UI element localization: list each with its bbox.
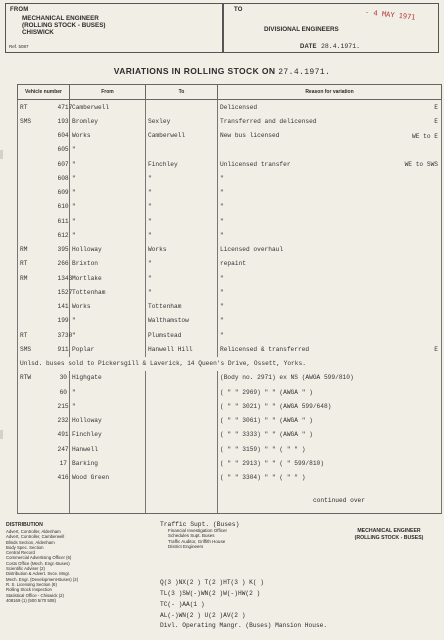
from-box	[5, 3, 223, 53]
from-location: "	[70, 157, 146, 171]
table-row	[18, 243, 442, 257]
reason-text: ( " " 3304) " " ( " " )	[220, 474, 306, 482]
reason-text: ( " " 2969) " " (AWGA " )	[220, 388, 313, 396]
from-line-1: MECHANICAL ENGINEER	[22, 15, 99, 22]
vehicle-class	[18, 499, 56, 514]
reason-text: ( " " 3333) " " (AWGA " )	[220, 431, 313, 439]
to-location	[146, 471, 218, 485]
distribution-item: Scientific Adviser (2)	[6, 566, 45, 572]
reason-cell	[218, 157, 442, 171]
table-row	[18, 257, 442, 271]
from-location: "	[70, 143, 146, 157]
from-location: "	[70, 214, 146, 228]
table-row	[18, 399, 442, 413]
table-header-row	[18, 85, 442, 100]
vehicle-number: 30	[56, 371, 70, 385]
allocation-code: E	[434, 346, 438, 354]
vehicle-class	[18, 471, 56, 485]
to-location	[146, 385, 218, 399]
col-vehicle-number: Vehicle number	[18, 85, 70, 100]
vehicle-class: RM	[18, 271, 56, 285]
vehicle-number: 605	[56, 143, 70, 157]
reason-cell	[218, 399, 442, 413]
reason-text: Delicensed	[220, 103, 258, 111]
reason-cell	[218, 442, 442, 456]
code-line: AL(-)WN(2 ) U(2 )AV(2 )	[160, 612, 246, 619]
reason-text: Unlicensed transfer	[220, 160, 291, 168]
vehicle-number: 416	[56, 471, 70, 485]
table-row	[18, 499, 442, 514]
reason-text: "	[220, 288, 224, 296]
vehicle-class	[18, 428, 56, 442]
vehicle-number: 395	[56, 243, 70, 257]
to-location: Sexley	[146, 114, 218, 128]
reason-cell	[218, 200, 442, 214]
reason-cell	[218, 471, 442, 485]
table-row	[18, 442, 442, 456]
distribution-item: Rolling Stock Inspection	[6, 587, 52, 593]
reason-text: "	[220, 174, 224, 182]
reason-cell	[218, 271, 442, 285]
to-box	[223, 3, 439, 53]
vehicle-class	[18, 314, 56, 328]
distribution-item: Distribution & Advert. Svce. Mngr.	[6, 571, 71, 577]
from-location: Wood Green	[70, 471, 146, 485]
reason-cell	[218, 371, 442, 385]
reason-cell	[218, 342, 442, 356]
table-row	[18, 485, 442, 499]
from-location: Mortlake	[70, 271, 146, 285]
vehicle-class	[18, 129, 56, 143]
vehicle-class: RT	[18, 257, 56, 271]
reason-cell	[218, 100, 442, 115]
from-location: "	[70, 385, 146, 399]
from-location: Works	[70, 300, 146, 314]
vehicle-number: 612	[56, 228, 70, 242]
table-row	[18, 114, 442, 128]
reason-text: Relicensed & transferred	[220, 345, 310, 353]
vehicle-number: 247	[56, 442, 70, 456]
vehicle-number: 141	[56, 300, 70, 314]
reason-cell	[218, 129, 442, 143]
reason-text: ( " " 3159) " " ( " " )	[220, 445, 306, 453]
reason-text: "	[220, 331, 224, 339]
table-row	[18, 157, 442, 171]
distribution-item: Central Record	[6, 550, 35, 556]
from-location: "	[70, 399, 146, 413]
table-row	[18, 186, 442, 200]
vehicle-number: 1527	[56, 285, 70, 299]
distribution-item: Commercial Advertising Officer (6)	[6, 555, 72, 561]
reason-text: ( " " 3061) " " (AWGA " )	[220, 417, 313, 425]
traffic-item: District Engineers	[168, 544, 204, 550]
to-location: Works	[146, 243, 218, 257]
distribution-item: Blinds Section, Aldenham	[6, 539, 55, 545]
vehicle-class: RM	[18, 243, 56, 257]
from-label: FROM	[10, 7, 29, 13]
distribution-item: Advert, Controller, Camberwell	[6, 534, 65, 540]
vehicle-class	[18, 157, 56, 171]
vehicle-number: 1343	[56, 271, 70, 285]
reason-text: "	[220, 203, 224, 211]
traffic-distribution	[160, 521, 310, 550]
code-line: TL(3 )SW(-)WN(2 )W(-)HW(2 )	[160, 590, 261, 597]
vehicle-class	[18, 200, 56, 214]
vehicle-class: SMS	[18, 342, 56, 356]
from-location: Hanwell	[70, 442, 146, 456]
to-location: "	[146, 214, 218, 228]
table-row	[18, 342, 442, 356]
distribution-item: Body Spec. Section	[6, 544, 44, 550]
reason-cell	[218, 385, 442, 399]
reason-cell	[218, 171, 442, 185]
vehicle-number: 610	[56, 200, 70, 214]
from-location: Tottenham	[70, 285, 146, 299]
code-line: Q(3 )NX(2 ) T(2 )HT(3 ) K( )	[160, 579, 264, 586]
reason-cell	[218, 257, 442, 271]
from-location: "	[70, 200, 146, 214]
allocation-code: E	[434, 104, 438, 111]
col-to: To	[146, 85, 218, 100]
from-location: "	[70, 228, 146, 242]
vehicle-class: RT	[18, 328, 56, 342]
to-location: Camberwell	[146, 129, 218, 143]
distribution-item: Advert, Controller, Aldenham	[6, 529, 61, 534]
garage-codes	[160, 577, 264, 621]
reason-cell	[218, 300, 442, 314]
vehicle-number: 608	[56, 171, 70, 185]
reason-text: "	[220, 303, 224, 311]
vehicle-class	[18, 285, 56, 299]
from-location: Bromley	[70, 114, 146, 128]
vehicle-class	[18, 228, 56, 242]
code-line: TC(- )AA(1 )	[160, 601, 205, 608]
to-location	[146, 499, 218, 514]
distribution-list	[6, 522, 166, 603]
from-location: Holloway	[70, 243, 146, 257]
from-line-2: (ROLLING STOCK - BUSES)	[22, 22, 106, 29]
from-location	[70, 499, 146, 514]
table-row	[18, 100, 442, 115]
to-location	[146, 371, 218, 385]
reason-text: Transferred and delicensed	[220, 117, 317, 125]
reason-text: "	[220, 231, 224, 239]
reason-cell	[218, 285, 442, 299]
table-row	[18, 414, 442, 428]
vehicle-class	[18, 399, 56, 413]
col-reason: Reason for variation	[218, 85, 442, 100]
distribution-item: R. S. Licensing Section (8)	[6, 581, 57, 587]
to-location: Tottenham	[146, 300, 218, 314]
vehicle-number: 17	[56, 456, 70, 470]
vehicle-class	[18, 385, 56, 399]
table-row	[18, 385, 442, 399]
title-text: VARIATIONS IN ROLLING STOCK ON	[113, 66, 276, 76]
reason-text: "	[220, 274, 224, 282]
to-location: "	[146, 285, 218, 299]
vehicle-number: 60	[56, 385, 70, 399]
table-row	[18, 328, 442, 342]
to-location: "	[146, 186, 218, 200]
table-row	[18, 456, 442, 470]
to-location	[146, 456, 218, 470]
to-location: "	[146, 257, 218, 271]
to-location	[146, 143, 218, 157]
to-location: "	[146, 171, 218, 185]
to-location	[146, 100, 218, 115]
allocation-code: WE to E	[412, 132, 438, 140]
to-location: "	[146, 200, 218, 214]
table-row	[18, 228, 442, 242]
date-value: 28.4.1971.	[321, 43, 361, 50]
reason-cell	[218, 114, 442, 128]
table-row	[18, 200, 442, 214]
distribution-heading: DISTRIBUTION	[6, 522, 43, 528]
vehicle-class: RTW	[18, 371, 56, 385]
vehicle-class	[18, 414, 56, 428]
from-location: Camberwell	[70, 100, 146, 115]
vehicle-number	[56, 485, 70, 499]
from-location: "	[70, 186, 146, 200]
table-row	[18, 171, 442, 185]
distribution-item: Statistical Office - Chiswick (2)	[6, 592, 64, 598]
to-location	[146, 485, 218, 499]
ref-number: Ref. 5087	[9, 44, 29, 49]
table-row	[18, 357, 442, 371]
vehicle-number: 232	[56, 414, 70, 428]
reason-cell	[218, 228, 442, 242]
vehicle-number: 4717	[56, 100, 70, 115]
vehicle-number: 491	[56, 428, 70, 442]
title-date: 27.4.1971.	[278, 68, 331, 77]
traffic-heading: Traffic Supt. (Buses)	[160, 521, 240, 528]
reason-cell	[218, 186, 442, 200]
reason-cell	[218, 328, 442, 342]
vehicle-number: 604	[56, 129, 70, 143]
continued-over-note: continued over	[313, 497, 365, 504]
vehicle-class: SMS	[18, 114, 56, 128]
table-row	[18, 314, 442, 328]
to-location: Walthamstow	[146, 314, 218, 328]
to-location: Plumstead	[146, 328, 218, 342]
vehicle-class	[18, 186, 56, 200]
signature-line: Divl. Operating Mangr. (Buses) Mansion House.	[160, 622, 328, 629]
vehicle-class	[18, 214, 56, 228]
table-row	[18, 300, 442, 314]
to-location: "	[146, 271, 218, 285]
table-row	[18, 371, 442, 385]
received-date-stamp: - 4 MAY 1971	[364, 8, 416, 22]
to-location: "	[146, 228, 218, 242]
vehicle-class	[18, 456, 56, 470]
vehicle-class: RT	[18, 100, 56, 115]
vehicle-number: 607	[56, 157, 70, 171]
from-location: "	[70, 314, 146, 328]
footer-sender-line-2: (ROLLING STOCK - BUSES)	[354, 534, 424, 541]
vehicle-class	[18, 485, 56, 499]
reason-text: "	[220, 317, 224, 325]
table-row	[18, 428, 442, 442]
from-location: Poplar	[70, 342, 146, 356]
vehicle-number: 215	[56, 399, 70, 413]
to-location	[146, 399, 218, 413]
reason-cell	[218, 414, 442, 428]
vehicle-class	[18, 442, 56, 456]
distribution-item: Costs Office (Mech. Engr.-Buses)	[6, 560, 70, 566]
from-location: Works	[70, 129, 146, 143]
allocation-code: E	[434, 118, 438, 126]
table-row	[18, 214, 442, 228]
reason-cell	[218, 456, 442, 470]
to-location: Hanwell Hill	[146, 342, 218, 356]
reason-text: Licensed overhaul	[220, 246, 284, 254]
distribution-item: Mech. Engr. (Development-Buses) (2)	[6, 576, 79, 582]
footer-sender	[342, 528, 436, 541]
row-note: Unlsd. buses sold to Pickersgill & Laverick, 14 Queen's Drive, Ossett, Yorks.	[18, 357, 442, 371]
vehicle-number: 611	[56, 214, 70, 228]
to-recipient: DIVISIONAL ENGINEERS	[264, 26, 339, 33]
reason-text: "	[220, 217, 224, 225]
reason-text: repaint	[220, 260, 246, 268]
from-location: "	[70, 171, 146, 185]
to-location: Finchley	[146, 157, 218, 171]
from-line-3: CHISWICK	[22, 29, 54, 36]
table-body	[18, 100, 442, 514]
vehicle-number: 199	[56, 314, 70, 328]
vehicle-number: 3730	[56, 328, 70, 342]
table-row	[18, 129, 442, 143]
date-label: DATE	[300, 44, 317, 50]
vehicle-class	[18, 300, 56, 314]
traffic-item: Traffic Auditor, Griffith House	[168, 538, 226, 544]
vehicle-class	[18, 143, 56, 157]
reason-text: ( " " 3021) " " (AWGA 599/648)	[220, 402, 332, 410]
allocation-code: WE to SWS	[404, 161, 438, 168]
reason-cell	[218, 243, 442, 257]
reason-cell	[218, 314, 442, 328]
punch-hole	[0, 430, 3, 439]
from-location: Barking	[70, 456, 146, 470]
traffic-item: Schedules Supt. Buses	[168, 533, 215, 539]
form-title	[0, 66, 444, 77]
from-location: Highgate	[70, 371, 146, 385]
table-row	[18, 285, 442, 299]
to-location	[146, 414, 218, 428]
vehicle-number: 911	[56, 342, 70, 356]
from-location: Finchley	[70, 428, 146, 442]
variations-table	[17, 84, 442, 514]
reason-cell	[218, 143, 442, 157]
table-row	[18, 271, 442, 285]
reason-text: ( " " 2913) " " ( " 599/810)	[220, 459, 324, 467]
vehicle-number: 609	[56, 186, 70, 200]
reason-text: "	[220, 189, 224, 197]
reason-cell	[218, 214, 442, 228]
footer-sender-line-1: MECHANICAL ENGINEER	[357, 528, 421, 534]
from-location: Holloway	[70, 414, 146, 428]
from-location	[70, 485, 146, 499]
to-location	[146, 428, 218, 442]
col-from: From	[70, 85, 146, 100]
vehicle-number: 193	[56, 114, 70, 128]
punch-hole	[0, 150, 3, 159]
vehicle-number	[56, 499, 70, 514]
to-label: TO	[234, 7, 243, 13]
table-row	[18, 471, 442, 485]
vehicle-class	[18, 171, 56, 185]
from-location: "	[70, 328, 146, 342]
reason-text: (Body no. 2971) ex NS (AWGA 599/810)	[220, 374, 354, 382]
traffic-item: Financial Investigation Officer	[168, 528, 227, 533]
to-location	[146, 442, 218, 456]
distribution-item: 408169 (1) (500 5/70 508)	[6, 597, 56, 603]
from-location: Brixton	[70, 257, 146, 271]
reason-text: New bus licensed	[220, 132, 280, 140]
reason-cell	[218, 428, 442, 442]
vehicle-number: 266	[56, 257, 70, 271]
table-row	[18, 143, 442, 157]
